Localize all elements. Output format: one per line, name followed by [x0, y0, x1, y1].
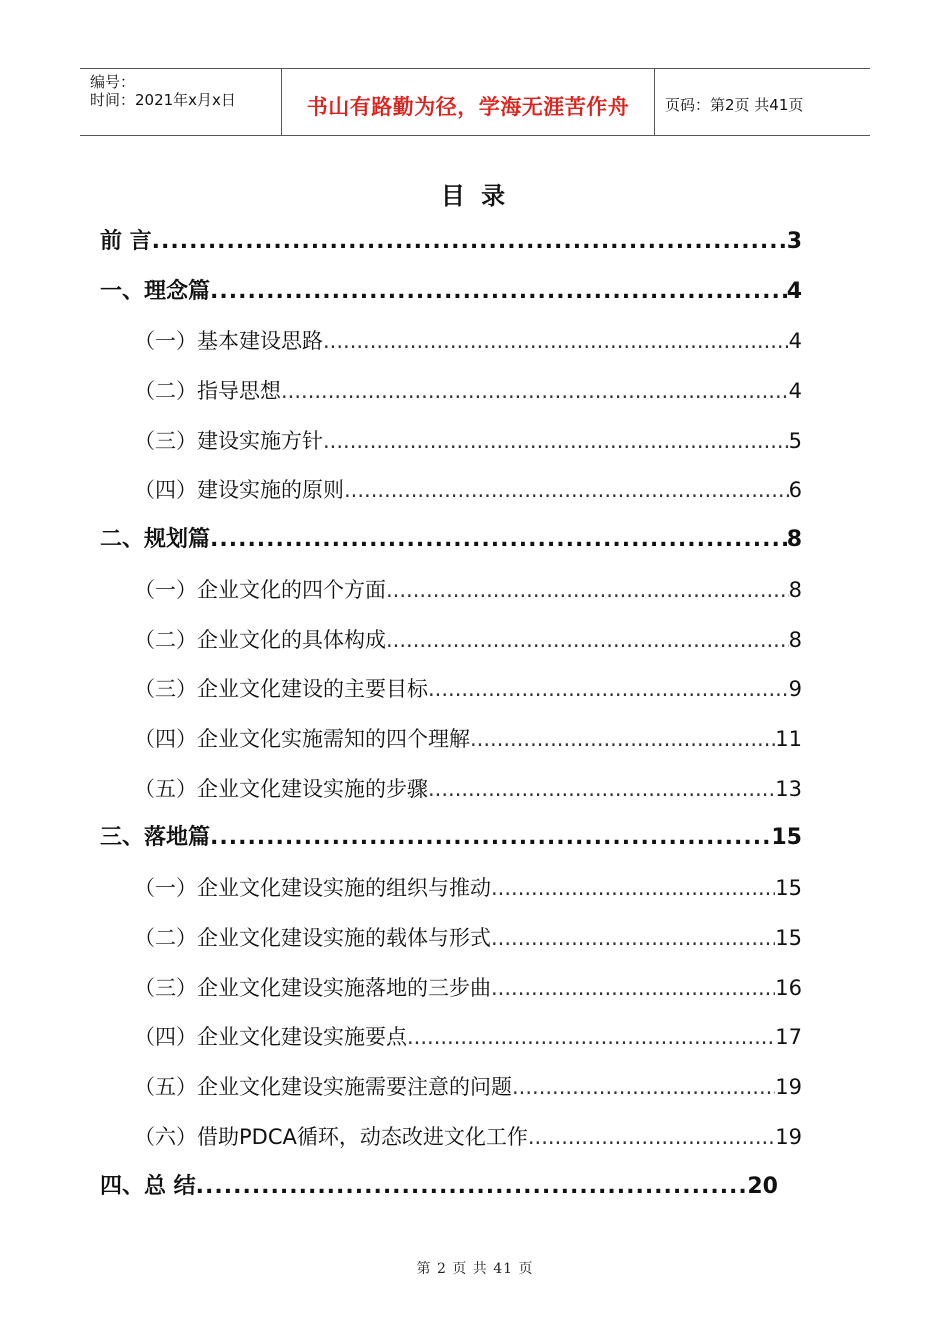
- header-motto: 书山有路勤为径，学海无涯苦作舟: [306, 95, 630, 119]
- toc-entry-label: 一、理念篇: [100, 279, 211, 304]
- toc-leader: [386, 574, 789, 606]
- toc-leader: [491, 972, 775, 1004]
- toc-entry[interactable]: [134, 574, 802, 606]
- toc-entry-page: 8: [788, 578, 802, 602]
- page-header: [80, 68, 870, 136]
- toc-entry-page: 4: [788, 379, 802, 403]
- toc-entry[interactable]: [134, 922, 802, 954]
- toc-leader: [407, 1021, 775, 1053]
- header-page-info: 页码：第2页 共41页: [665, 96, 804, 114]
- toc-leader: [491, 872, 775, 904]
- toc-entry-page: 5: [788, 429, 802, 453]
- toc-entry-label: 二、规划篇: [100, 527, 211, 552]
- toc-entry[interactable]: [134, 1021, 802, 1053]
- toc-entry[interactable]: [100, 226, 802, 258]
- toc-entry-page: 8: [786, 527, 802, 552]
- toc-entry[interactable]: [134, 872, 802, 904]
- toc-entry-label: （五）企业文化建设实施需要注意的问题: [134, 1075, 512, 1099]
- toc-entry-page: 9: [788, 677, 802, 701]
- toc-entry[interactable]: [134, 474, 802, 506]
- toc-entry-page: 19: [775, 1075, 802, 1099]
- toc-entry-label: （二）企业文化建设实施的载体与形式: [134, 926, 491, 950]
- toc-entry-page: 6: [788, 478, 802, 502]
- toc-entry[interactable]: [134, 624, 802, 656]
- header-meta-cell: [80, 69, 282, 135]
- toc-leader: [196, 1171, 748, 1203]
- toc-leader: [344, 474, 789, 506]
- toc-entry-label: （五）企业文化建设实施的步骤: [134, 777, 428, 801]
- toc-entry-label: （四）企业文化建设实施要点: [134, 1025, 407, 1049]
- toc-entry[interactable]: [134, 773, 802, 805]
- toc-entry-label: （六）借助PDCA循环，动态改进文化工作: [134, 1125, 528, 1149]
- toc-entry-label: 四、总 结: [100, 1174, 196, 1199]
- toc-leader: [210, 524, 787, 556]
- toc-entry-label: （一）企业文化建设实施的组织与推动: [134, 876, 491, 900]
- header-motto-cell: [282, 69, 655, 135]
- toc-entry-page: 17: [775, 1025, 802, 1049]
- toc-leader: [386, 624, 789, 656]
- document-number-label: 编号：: [90, 73, 136, 91]
- toc-entry-label: （二）指导思想: [134, 379, 281, 403]
- toc-entry[interactable]: [134, 1121, 802, 1153]
- toc-entry[interactable]: [100, 1171, 778, 1203]
- toc-leader: [323, 425, 789, 457]
- toc-entry-page: 15: [775, 926, 802, 950]
- toc-title: 目 录: [440, 182, 510, 210]
- toc-entry-page: 19: [775, 1125, 802, 1149]
- toc-entry-label: 三、落地篇: [100, 825, 211, 850]
- toc-entry-label: （三）企业文化建设实施落地的三步曲: [134, 976, 491, 1000]
- toc-entry-page: 15: [775, 876, 802, 900]
- toc-entry[interactable]: [100, 276, 802, 308]
- toc-entry[interactable]: [134, 425, 802, 457]
- toc-entry-page: 15: [771, 825, 802, 850]
- toc-entry[interactable]: [134, 673, 802, 705]
- toc-leader: [323, 325, 789, 357]
- toc-entry-page: 11: [775, 727, 802, 751]
- toc-entry-label: （三）企业文化建设的主要目标: [134, 677, 428, 701]
- toc-leader: [281, 375, 789, 407]
- toc-leader: [210, 822, 771, 854]
- toc-entry-page: 16: [775, 976, 802, 1000]
- toc-leader: [491, 922, 775, 954]
- toc-entry-label: （四）企业文化实施需知的四个理解: [134, 727, 470, 751]
- toc-leader: [470, 723, 775, 755]
- toc-leader: [528, 1121, 775, 1153]
- toc-entry-label: （一）企业文化的四个方面: [134, 578, 386, 602]
- header-page-cell: [655, 69, 870, 135]
- toc-entry-label: （一）基本建设思路: [134, 329, 323, 353]
- toc-entry-page: 4: [788, 329, 802, 353]
- toc-entry-label: （二）企业文化的具体构成: [134, 628, 386, 652]
- toc-entry[interactable]: [134, 972, 802, 1004]
- toc-entry-page: 13: [775, 777, 802, 801]
- toc-entry[interactable]: [134, 1071, 802, 1103]
- toc-entry-page: 20: [747, 1174, 778, 1199]
- toc-leader: [512, 1071, 775, 1103]
- page-footer: 第 2 页 共 41 页: [416, 1261, 534, 1277]
- document-time-label: 时间：2021年x月x日: [90, 91, 236, 109]
- toc-leader: [152, 226, 787, 258]
- toc-entry-page: 4: [786, 279, 802, 304]
- toc-entry[interactable]: [134, 723, 802, 755]
- toc-entry[interactable]: [134, 325, 802, 357]
- toc-entry[interactable]: [134, 375, 802, 407]
- toc-entry[interactable]: [100, 822, 802, 854]
- toc-entry[interactable]: [100, 524, 802, 556]
- toc-entry-page: 8: [788, 628, 802, 652]
- toc-entry-label: （四）建设实施的原则: [134, 478, 344, 502]
- toc-leader: [210, 276, 787, 308]
- toc-leader: [428, 673, 789, 705]
- toc-entry-label: （三）建设实施方针: [134, 429, 323, 453]
- toc-entry-page: 3: [786, 229, 802, 254]
- toc-leader: [428, 773, 775, 805]
- toc-entry-label: 前 言: [100, 229, 152, 254]
